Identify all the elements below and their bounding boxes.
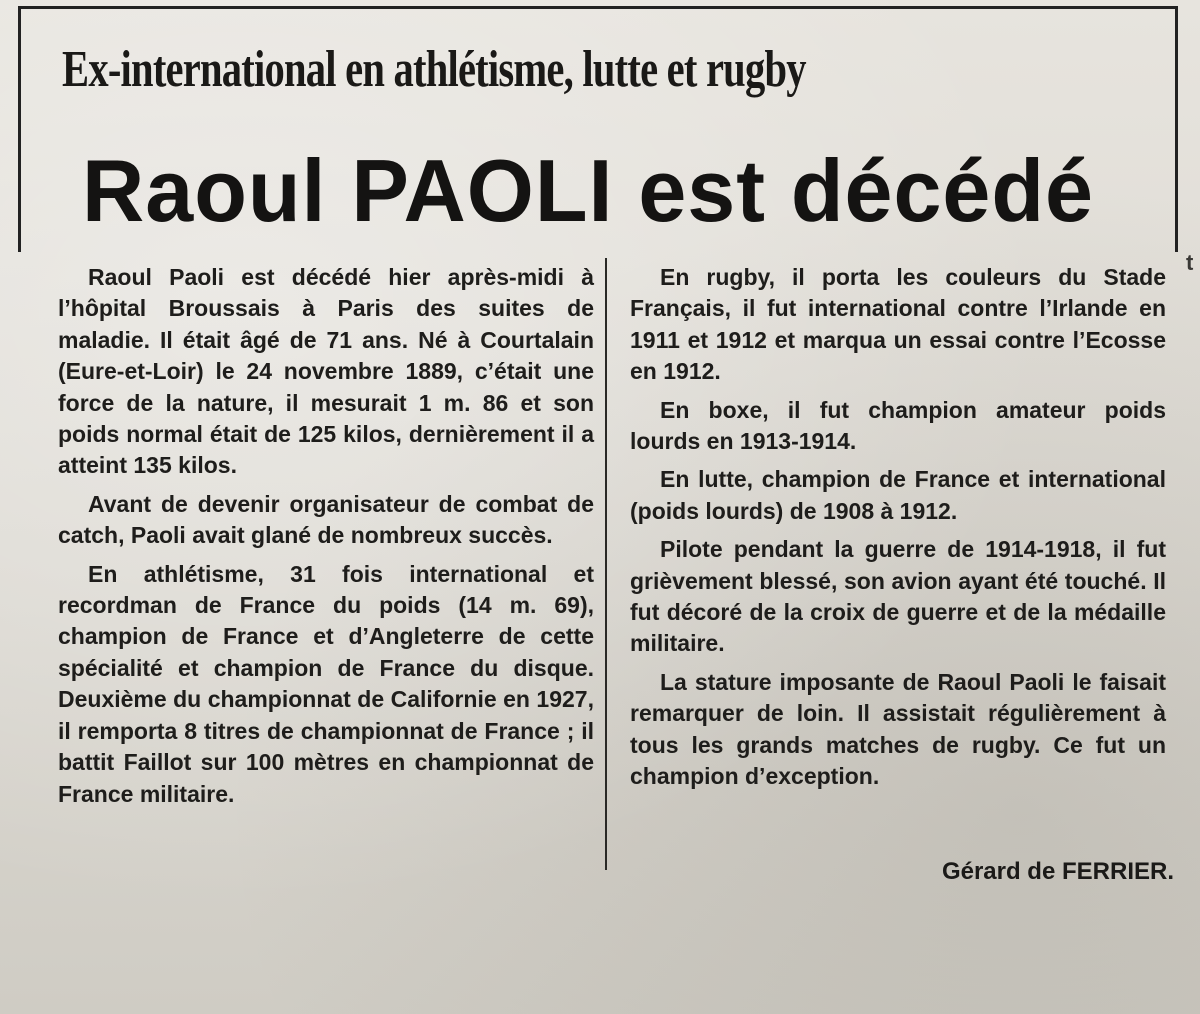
- paragraph: Raoul Paoli est décédé hier après-midi à l’hôpital Broussais à Paris des suites de maladie. Il était âgé de 71 ans. Né à Courtalain (Eure-et-Loir) le 24 novembre 1889, c’était une force de la nature, il mesurait 1 m. 86 et son poids normal était de 125 kilos, dernièrement il a atteint 135 kilos.: [58, 264, 594, 479]
- paragraph: La stature imposante de Raoul Paoli le faisait remarquer de loin. Il assistait régulièrement à tous les grands matches de rugby. Ce fut un champion d’exception.: [630, 668, 1166, 790]
- kicker-headline: Ex-international en athlétisme, lutte et rugby: [62, 41, 806, 98]
- paragraph: Avant de devenir organisateur de combat de catch, Paoli avait glané de nombreux succès.: [58, 490, 594, 549]
- article-column-right: [630, 262, 1166, 800]
- paragraph: En rugby, il porta les couleurs du Stade Français, il fut international contre l’Irlande en 1911 et 1912 et marqua un essai contre l’Ecosse en 1912.: [630, 264, 1166, 385]
- paragraph: En lutte, champion de France et international (poids lourds) de 1908 à 1912.: [630, 466, 1166, 524]
- article-column-left: [58, 262, 594, 817]
- paragraph: En boxe, il fut champion amateur poids lourds en 1913-1914.: [630, 396, 1166, 455]
- adjacent-article-fragment: t: [1186, 250, 1194, 275]
- main-headline: Raoul PAOLI est décédé: [82, 141, 1094, 240]
- column-divider: [605, 258, 607, 870]
- paragraph: Pilote pendant la guerre de 1914-1918, il fut grièvement blessé, son avion ayant été touché. Il fut décoré de la croix de guerre et de la médaille militaire.: [630, 536, 1166, 657]
- paragraph: En athlétisme, 31 fois international et recordman de France du poids (14 m. 69), champion de France et d’Angleterre de cette spécialité et champion de France du disque. Deuxième du championnat de Californie en 1927, il remporta 8 titres de championnat de France ; il battit Faillot sur 100 mètres en championnat de France militaire.: [58, 560, 594, 807]
- author-signature: Gérard de FERRIER.: [941, 858, 1174, 885]
